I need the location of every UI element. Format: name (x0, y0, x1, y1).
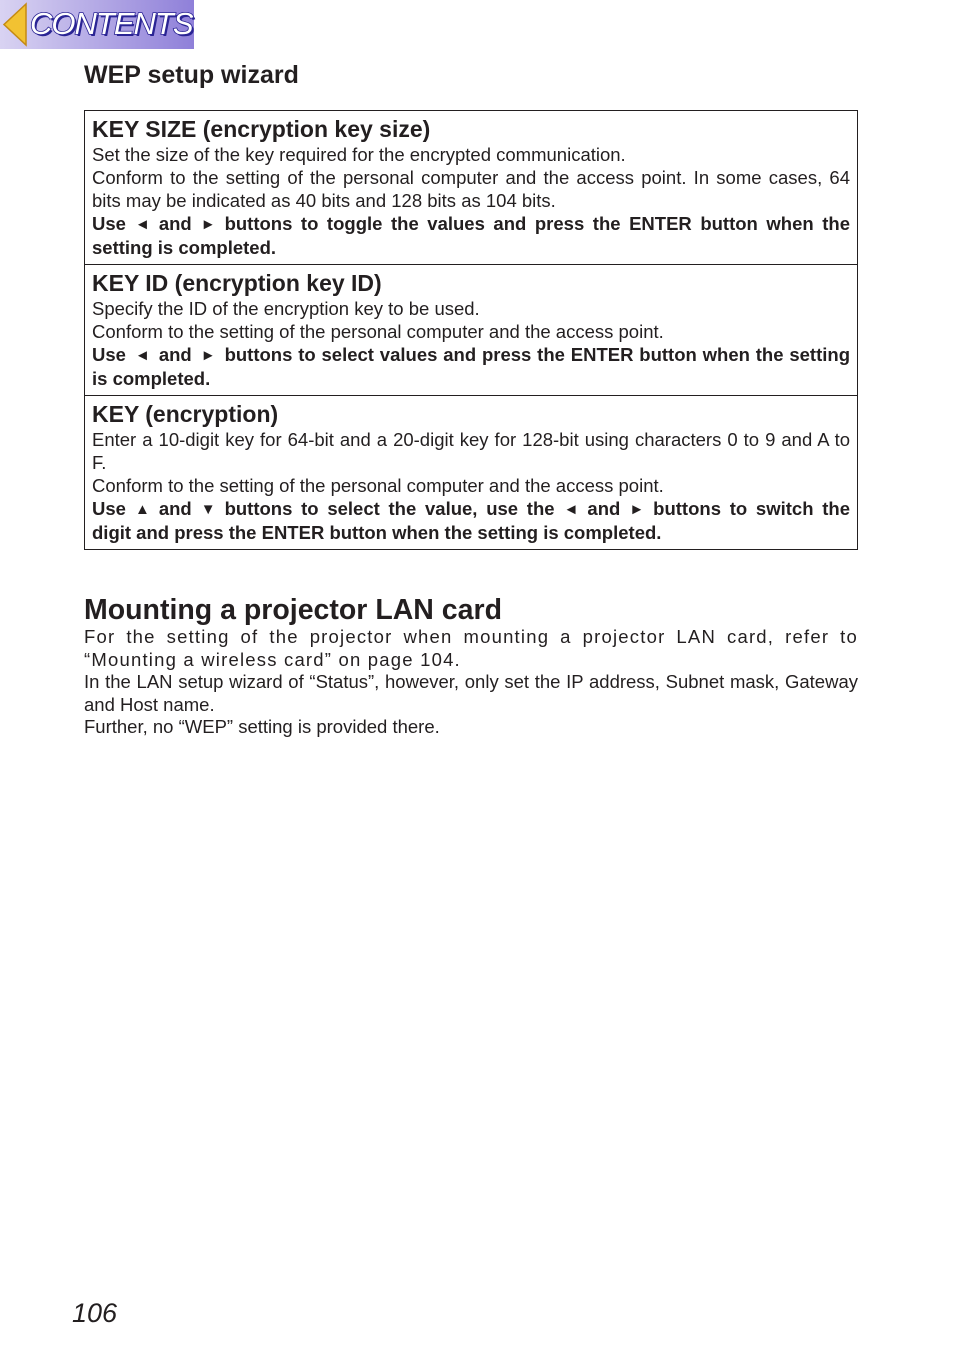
mounting-body (84, 626, 858, 739)
right-triangle-icon: ► (200, 216, 216, 233)
left-triangle-icon: ◄ (563, 501, 579, 518)
and-word: and (158, 213, 192, 234)
key-size-note: Conform to the setting of the personal computer and the access point. In some cases, 64 bits may be indicated as 40 bits and 128 bits as 104 bits. (92, 167, 850, 211)
key-size-title: KEY SIZE (encryption key size) (92, 116, 431, 142)
key-note: Conform to the setting of the personal computer and the access point. (92, 475, 664, 496)
mounting-para-2: In the LAN setup wizard of “Status”, however, only set the IP address, Subnet mask, Gateway and Host name. (84, 671, 858, 715)
key-size-instruction (92, 212, 850, 259)
left-triangle-icon: ◄ (134, 347, 150, 364)
page-number: 106 (72, 1298, 118, 1328)
and-word: and (587, 498, 621, 519)
key-size-row (85, 111, 857, 264)
key-id-instruction (92, 343, 850, 390)
and-word: and (158, 344, 192, 365)
key-id-note: Conform to the setting of the personal computer and the access point. (92, 321, 664, 342)
section-title-wep: WEP setup wizard (84, 61, 299, 89)
arrow-left-icon (2, 2, 28, 47)
right-triangle-icon: ► (629, 501, 645, 518)
contents-label: CONTENTS (30, 6, 193, 41)
mounting-para-1: For the setting of the projector when mounting a projector LAN card, refer to “Mounting a wireless card” on page 104. (84, 626, 858, 670)
up-triangle-icon: ▲ (134, 501, 150, 518)
right-triangle-icon: ► (200, 347, 216, 364)
contents-button[interactable] (0, 0, 194, 49)
key-id-desc: Specify the ID of the encryption key to be used. (92, 298, 480, 319)
use-word: Use (92, 498, 126, 519)
section-title-mounting: Mounting a projector LAN card (84, 594, 503, 626)
use-word: Use (92, 213, 126, 234)
mounting-para-3: Further, no “WEP” setting is provided there. (84, 716, 440, 737)
use-word: Use (92, 344, 126, 365)
down-triangle-icon: ▼ (200, 501, 216, 518)
key-id-title: KEY ID (encryption key ID) (92, 270, 382, 296)
instruction-rest: buttons to toggle the values and press the ENTER button when the setting is completed. (92, 213, 850, 258)
instruction-rest: buttons to switch the digit and press the ENTER button when the setting is completed. (92, 498, 850, 543)
key-id-row (85, 264, 857, 395)
key-desc: Enter a 10-digit key for 64-bit and a 20-digit key for 128-bit using characters 0 to 9 and A to F. (92, 429, 850, 473)
key-row (85, 395, 857, 549)
key-title: KEY (encryption) (92, 401, 279, 427)
and-word: and (158, 498, 192, 519)
instruction-rest: buttons to select values and press the ENTER button when the setting is completed. (92, 344, 850, 389)
key-instruction (92, 497, 850, 544)
wep-settings-table (84, 110, 858, 550)
instruction-mid: buttons to select the value, use the (224, 498, 555, 519)
key-size-desc: Set the size of the key required for the encrypted communication. (92, 144, 626, 165)
left-triangle-icon: ◄ (134, 216, 150, 233)
